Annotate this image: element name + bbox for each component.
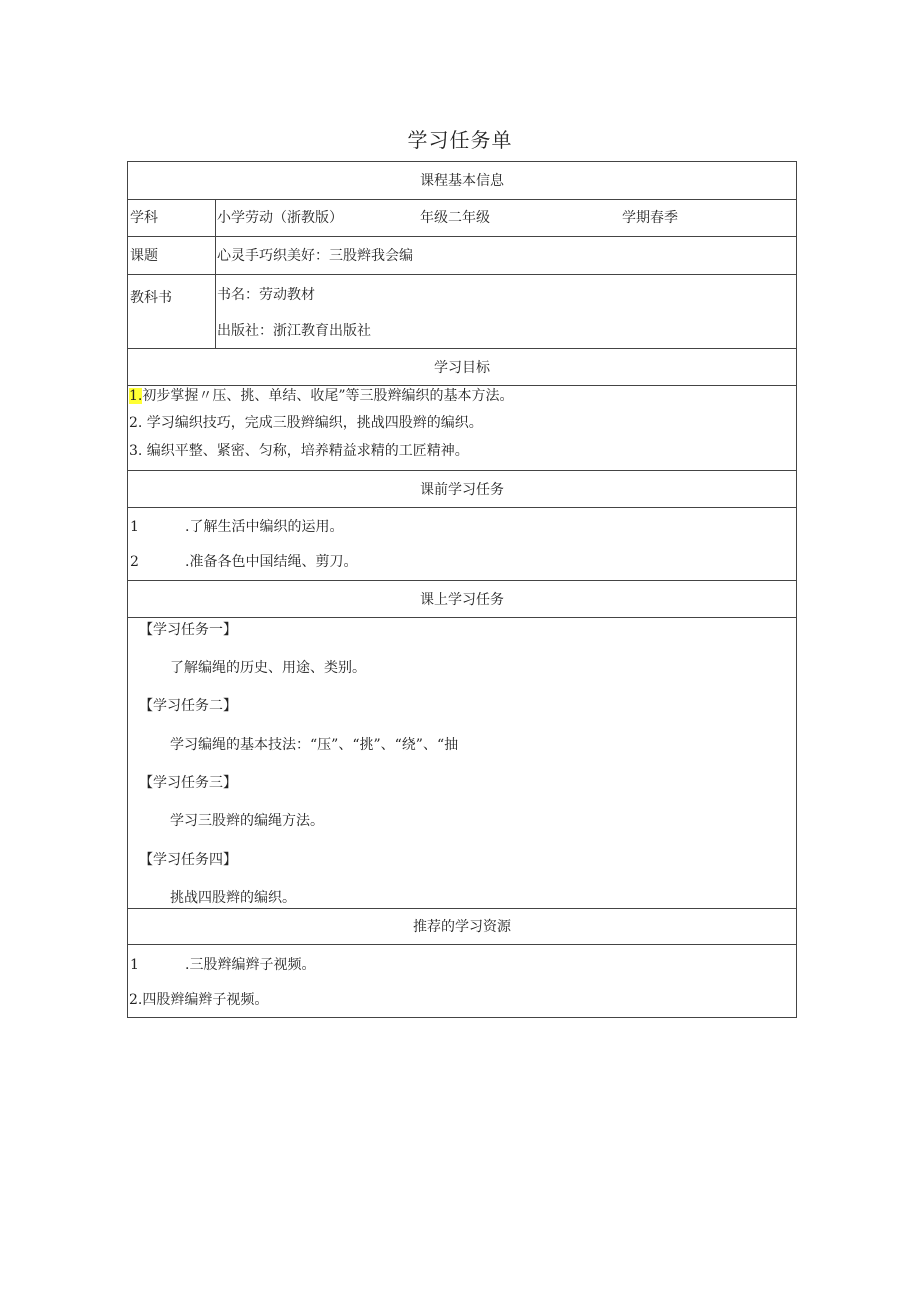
- goal-item: 3. 编织平整、紧密、匀称，培养精益求精的工匠精神。: [129, 443, 469, 459]
- goal-text: 初步掌握〃压、挑、单结、收尾”等三股辫编织的基本方法。: [142, 388, 514, 404]
- task-title: 【学习任务四】: [139, 852, 237, 868]
- task-content: 学习编绳的基本技法：“压”、“挑”、“绕”、“抽: [170, 737, 459, 753]
- in-class-header: 课上学习任务: [420, 592, 504, 608]
- row-divider: [128, 236, 796, 237]
- row-divider: [128, 348, 796, 349]
- row-divider: [128, 470, 796, 471]
- resource-item-text: .三股辫编辫子视频。: [185, 957, 316, 973]
- pre-class-header: 课前学习任务: [420, 482, 504, 498]
- resource-item: 2.四股辫编辫子视频。: [129, 992, 269, 1008]
- basic-info-header: 课程基本信息: [420, 173, 504, 189]
- resources-header: 推荐的学习资源: [413, 919, 511, 935]
- publisher: 出版社：浙江教育出版社: [217, 323, 371, 339]
- task-sheet-table: [127, 161, 797, 1018]
- row-divider: [128, 507, 796, 508]
- page-title: 学习任务单: [407, 128, 513, 152]
- term-value: 学期春季: [622, 210, 678, 226]
- row-divider: [128, 617, 796, 618]
- subject-value: 小学劳动（浙教版）: [217, 210, 343, 226]
- row-divider: [128, 908, 796, 909]
- highlight-mark: 1.: [129, 388, 143, 404]
- topic-value: 心灵手巧织美好：三股辫我会编: [217, 248, 413, 264]
- pre-item-text: .准备各色中国结绳、剪刀。: [185, 554, 358, 570]
- goal-item: [129, 387, 514, 405]
- goals-header: 学习目标: [434, 360, 490, 376]
- task-title: 【学习任务一】: [139, 622, 237, 638]
- column-divider: [215, 199, 216, 348]
- row-divider: [128, 385, 796, 386]
- pre-item-number: 1: [130, 519, 139, 535]
- row-divider: [128, 580, 796, 581]
- book-name: 书名：劳动教材: [217, 287, 315, 303]
- task-content: 学习三股辫的编绳方法。: [170, 813, 324, 829]
- topic-label: 课题: [130, 248, 158, 264]
- task-content: 挑战四股辫的编织。: [170, 890, 296, 906]
- subject-label: 学科: [130, 210, 158, 226]
- task-title: 【学习任务二】: [139, 698, 237, 714]
- task-content: 了解编绳的历史、用途、类别。: [170, 660, 366, 676]
- resource-item-number: 1: [130, 957, 139, 973]
- textbook-label: 教科书: [130, 290, 172, 306]
- row-divider: [128, 944, 796, 945]
- pre-item-number: 2: [130, 554, 139, 570]
- row-divider: [128, 199, 796, 200]
- task-title: 【学习任务三】: [139, 775, 237, 791]
- pre-item-text: .了解生活中编织的运用。: [185, 519, 344, 535]
- row-divider: [128, 274, 796, 275]
- goal-item: 2. 学习编织技巧，完成三股辫编织，挑战四股辫的编织。: [129, 415, 483, 431]
- grade-value: 年级二年级: [420, 210, 490, 226]
